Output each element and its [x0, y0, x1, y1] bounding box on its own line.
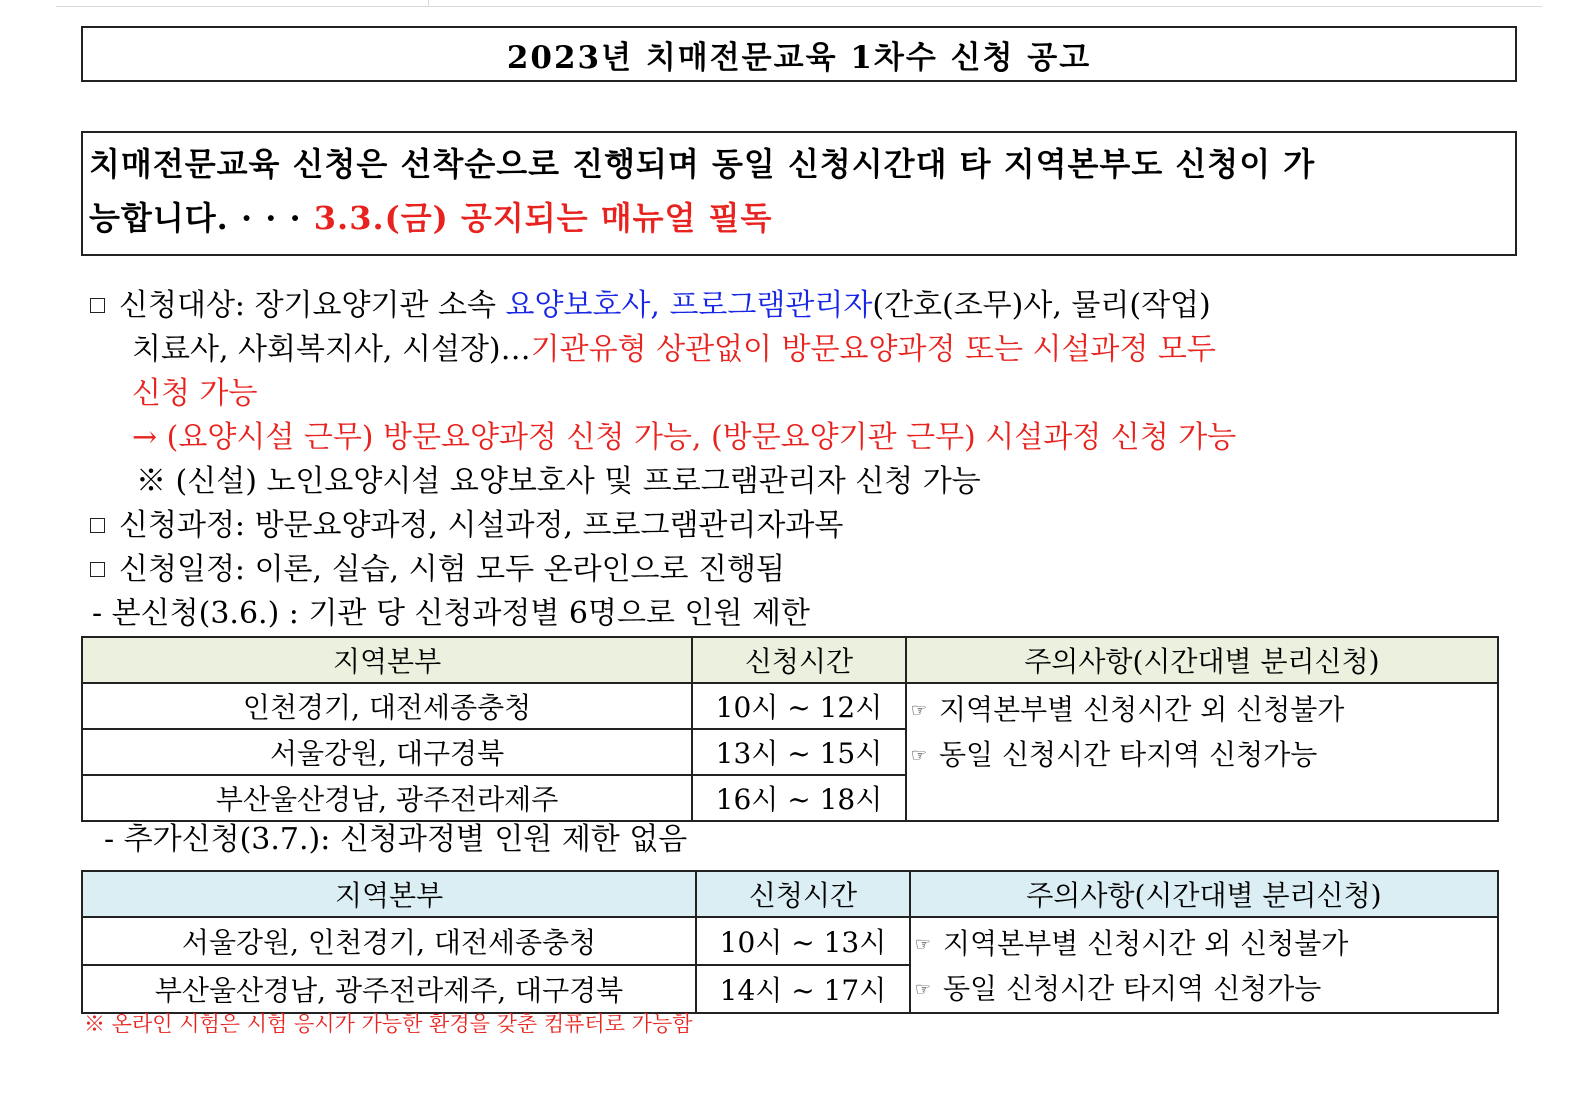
target-line-1: [84, 284, 1211, 328]
notice-line-2: [89, 191, 1505, 245]
region-cell: 부산울산경남, 광주전라제주: [82, 775, 692, 821]
main-apply-header-row: [82, 637, 1498, 683]
header-notes: 주의사항(시간대별 분리신청): [906, 637, 1498, 683]
target-line-3: 신청 가능: [132, 376, 258, 411]
table-row: [82, 917, 1498, 965]
notice-box: [81, 131, 1517, 256]
notes-cell: [910, 917, 1498, 1013]
extra-apply-table: [81, 870, 1499, 1014]
pointing-hand-icon: ☞: [910, 700, 927, 721]
note-item: [911, 733, 1493, 778]
region-cell: 부산울산경남, 광주전라제주, 대구경북: [82, 965, 696, 1013]
page-title: [81, 26, 1517, 82]
footnote: ※ 온라인 시험은 시험 응시가 가능한 환경을 갖춘 컴퓨터로 가능함: [84, 1012, 693, 1036]
notice-line-1: 치매전문교육 신청은 선착순으로 진행되며 동일 신청시간대 타 지역본부도 신청이 가: [89, 145, 1316, 183]
main-apply-table: [81, 636, 1499, 822]
notes-cell: [906, 683, 1498, 821]
square-bullet-icon: [90, 518, 105, 533]
note-item: [915, 922, 1493, 967]
region-cell: 인천경기, 대전세종충청: [82, 683, 692, 729]
header-time: 신청시간: [692, 637, 906, 683]
table-row: [82, 683, 1498, 729]
course-text: 신청과정: 방문요양과정, 시설과정, 프로그램관리자과목: [119, 508, 844, 543]
square-bullet-icon: [90, 298, 105, 313]
note-item: [915, 967, 1493, 1012]
target-line-2-red: 기관유형 상관없이 방문요양과정 또는 시설과정 모두: [530, 332, 1216, 367]
pointing-hand-icon: ☞: [910, 745, 927, 766]
target-label: 신청대상: 장기요양기관 소속: [119, 288, 506, 323]
schedule-line: [84, 548, 785, 592]
target-arrow-line: → (요양시설 근무) 방문요양과정 신청 가능, (방문요양기관 근무) 시설과정 신청 가능: [132, 420, 1237, 455]
title-text: 2023년 치매전문교육 1차수 신청 공고: [506, 39, 1092, 76]
pointing-hand-icon: ☞: [914, 979, 931, 1000]
time-cell: 14시 ~ 17시: [696, 965, 910, 1013]
notice-manual-red: 3.3.(금) 공지되는 매뉴얼 필독: [313, 199, 773, 237]
square-bullet-icon: [90, 562, 105, 577]
note-text: 지역본부별 신청시간 외 신청불가: [938, 693, 1345, 726]
region-cell: 서울강원, 인천경기, 대전세종충청: [82, 917, 696, 965]
note-text: 동일 신청시간 타지역 신청가능: [938, 738, 1318, 771]
region-cell: 서울강원, 대구경북: [82, 729, 692, 775]
main-apply-heading: - 본신청(3.6.) : 기관 당 신청과정별 6명으로 인원 제한: [92, 596, 810, 631]
course-line: [84, 504, 843, 548]
header-notes: 주의사항(시간대별 분리신청): [910, 871, 1498, 917]
target-line-2-black: 치료사, 사회복지사, 시설장)…: [132, 332, 531, 367]
time-cell: 16시 ~ 18시: [692, 775, 906, 821]
schedule-text: 신청일정: 이론, 실습, 시험 모두 온라인으로 진행됨: [119, 552, 785, 587]
notice-line-2-black: 능합니다.: [89, 199, 229, 237]
target-blue: 요양보호사, 프로그램관리자: [505, 288, 873, 323]
target-line-2: [132, 328, 1216, 372]
extra-apply-header-row: [82, 871, 1498, 917]
header-time: 신청시간: [696, 871, 910, 917]
time-cell: 10시 ~ 13시: [696, 917, 910, 965]
notice-dots: · · ·: [240, 199, 302, 237]
extra-apply-heading: - 추가신청(3.7.): 신청과정별 인원 제한 없음: [104, 822, 688, 857]
note-item: [911, 688, 1493, 733]
header-region: 지역본부: [82, 871, 696, 917]
target-note: ※ (신설) 노인요양시설 요양보호사 및 프로그램관리자 신청 가능: [136, 464, 981, 499]
time-cell: 10시 ~ 12시: [692, 683, 906, 729]
pointing-hand-icon: ☞: [914, 934, 931, 955]
target-rest: (간호(조무)사, 물리(작업): [872, 288, 1211, 323]
time-cell: 13시 ~ 15시: [692, 729, 906, 775]
top-toolbar-edge: [56, 0, 1542, 7]
header-region: 지역본부: [82, 637, 692, 683]
note-text: 지역본부별 신청시간 외 신청불가: [942, 927, 1349, 960]
note-text: 동일 신청시간 타지역 신청가능: [942, 972, 1322, 1005]
toolbar-divider: [428, 0, 429, 6]
